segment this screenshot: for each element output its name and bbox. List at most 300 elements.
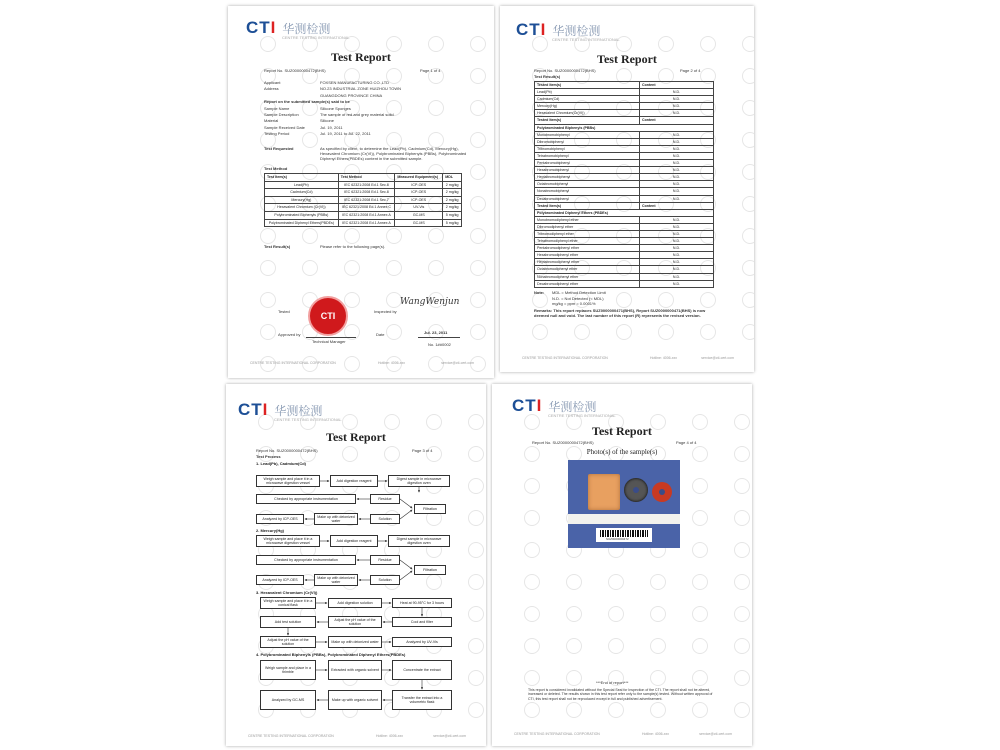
- watermark-icon: [608, 702, 624, 718]
- watermark-icon: [734, 670, 750, 686]
- report-page-3: CTI 华测检测 CENTRE TESTING INTERNATIONAL Test Report Report No. SUZ0000000472(BHS) Page 3 of 4 Test Process 1. Lead(Pb), Cadmium(Cd) Weigh sample and place it in a microwave digestion vessel Add digestion reagent Digest sample in microwave digestion oven Checked by appropriate instrumentation Residue Filtration Analyzed by ICP-OES Make up with deionized water Solution 2. Mercury(Hg) Weigh sample and place it in a microwave digestion vessel Add digestion reagent Digest sample in microwave digestion oven Checked by appropriate instrumentation Residue Filtration Analyzed by ICP-OES Make up with deionized water Solution 3. Hexavalent Chromium (Cr(VI)) Weigh sample and place it in a conical flask Add digestion solution Heat at 90-95°C for 3 hours Add test solution Adjust the pH value of the solution Cool and filter Adjust the pH value of the solution Make up with deionized water Analyzed by UV-Vis 4. Polybrominated Biphenyls (PBBs), Polybrominated Diphenyl Ethers(PBDEs) Weigh sample and place in a thimble Extracted with organic solvent Concentrate the extract Analyzed by GC-MS Make up with organic solvent Transfer the extract into a volumetric flask CENTRE TESTING INTERNATIONAL CORPORATION Hotline: 4006-xxx service@cti-cert.com: [226, 384, 486, 746]
- table-cell: Lead(Pb): [535, 89, 640, 96]
- watermark-icon: [650, 638, 666, 654]
- table-row: [265, 181, 462, 189]
- watermark-icon: [742, 292, 754, 308]
- table-row: [535, 152, 714, 159]
- table-cell: N.D.: [640, 145, 714, 152]
- watermark-icon: [524, 670, 540, 686]
- test-method-label: Test Method: [264, 166, 288, 171]
- table-cell: N.D.: [640, 245, 714, 252]
- table-row: [265, 204, 462, 212]
- table-cell: GC-MS: [395, 211, 443, 219]
- watermark-icon: [742, 132, 754, 148]
- cti-logo: [246, 18, 350, 40]
- logo-chinese: 华测检测: [282, 21, 331, 36]
- flow-weigh-3: Weigh sample and place it in a conical flask: [260, 597, 316, 609]
- watermark-icon: [692, 670, 708, 686]
- page-number: Page 2 of 4: [680, 68, 701, 73]
- logo-subtitle: CENTRE TESTING INTERNATIONAL: [274, 417, 342, 422]
- ruler: [568, 514, 680, 524]
- flow-makeup-2: Make up with deionized water: [314, 574, 358, 586]
- watermark-icon: [608, 638, 624, 654]
- table-cell: N.D.: [640, 252, 714, 259]
- logo-chinese: 华测检测: [274, 403, 323, 418]
- cti-logo: [516, 20, 620, 42]
- watermark-icon: [260, 228, 276, 244]
- report-number: Report No. SUZ0000000472(BHS): [532, 440, 594, 445]
- table-header-cell: MDL: [443, 174, 462, 182]
- table-cell: Tetrabromodiphenyl ether: [535, 238, 640, 245]
- test-results-text: Please refer to the following page(s).: [320, 244, 386, 249]
- flow-cool-3: Cool and filter: [392, 617, 452, 627]
- info-value: Jul. 19, 2011: [320, 124, 343, 130]
- table-row: [535, 223, 714, 230]
- flow-makeup-4: Make up with organic solvent: [328, 690, 382, 710]
- watermark-icon: [470, 196, 486, 212]
- report-number: Report No. SUZ0000000472(BHS): [534, 68, 596, 73]
- table-cell: ICP-OES: [395, 196, 443, 204]
- table-cell: Dibromobiphenyl: [535, 138, 640, 145]
- flow-adjust2-3: Adjust the pH value of the solution: [260, 636, 316, 648]
- watermark-icon: [734, 702, 750, 718]
- watermark-icon: [302, 260, 318, 276]
- watermark-icon: [734, 542, 750, 558]
- table-cell: ICP-OES: [395, 189, 443, 197]
- table-cell: N.D.: [640, 96, 714, 103]
- info-value: Silicone: [320, 118, 335, 124]
- table-cell: Polybrominated Biphenyls (PBBs): [265, 211, 339, 219]
- table-cell: ICP-OES: [395, 181, 443, 189]
- watermark-icon: [428, 260, 444, 276]
- flow-analyzed-1: Analyzed by ICP-OES: [256, 514, 304, 524]
- table-cell: Monobromodiphenyl ether: [535, 216, 640, 223]
- table-cell: Mercury(Hg): [535, 103, 640, 110]
- info-value: NO.23 INDUSTRIAL ZONE HUIZHOU TOWN: [320, 86, 402, 92]
- watermark-icon: [700, 324, 716, 340]
- table-cell: N.D.: [640, 174, 714, 181]
- note-line: N.D. = Not Detected (< MDL): [552, 295, 604, 301]
- page-number: Page 4 of 4: [676, 440, 697, 445]
- info-label: Sample Received Date: [264, 124, 305, 130]
- logo-brand: CTI: [246, 18, 277, 37]
- note-label: Note:: [534, 290, 545, 295]
- process-heading-1: 1. Lead(Pb), Cadmium(Cd): [256, 461, 307, 466]
- flow-addtest-3: Add test solution: [260, 616, 316, 628]
- table-row: [535, 259, 714, 266]
- table-row: [265, 189, 462, 197]
- end-of-report: ***End of report***: [596, 680, 629, 685]
- watermark-icon: [692, 478, 708, 494]
- barcode-label: [596, 528, 652, 542]
- table-cell: N.D.: [640, 216, 714, 223]
- flow-check-1: Checked by appropriate instrumentation: [256, 494, 356, 504]
- table-cell: N.D.: [640, 110, 714, 117]
- table-cell: Tribromodiphenyl ether: [535, 230, 640, 237]
- table-cell: Tetrabromobiphenyl: [535, 152, 640, 159]
- report-page-1: CTI 华测检测 CENTRE TESTING INTERNATIONAL Test Report Report No. SUZ0000000472(BHS) Page 1 of 4 Test Requested As specified by client, to determine the Lead(Pb), Cadmium(Cd), Mercury(Hg), Hexavalent Chromium (Cr(VI)), Polybrominated Biphenyls (PBBs), Polybrominated Diphenyl Ethers(PBDEs) content in the submitted sample. Test Method Test Item(s) Test Method Measured Equipment(s) MDL Lead(Pb) IEC 62321:2008 Ed.1 Sec.8 ICP-OES 2 mg/kg Cadmium(Cd) IEC 62321:2008 Ed.1 Sec.8 ICP-OES 2 mg/kg Mercury(Hg) IEC 62321:2008 Ed.1 Sec.7 ICP-OES 2 mg/kg Hexavalent Chromium (Cr(VI)) IEC 62321:2008 Ed.1 Annex C UV-Vis 2 mg/kg Polybrominated Biphenyls (PBBs) IEC 62321:2008 Ed.1 Annex A GC-MS 5 mg/kg Polybrominated Diphenyl Ethers(PBDEs) IEC 62321:2008 Ed.1 Annex A GC-MS 5 mg/kg Test Result(s) Please refer to the following page(s). Tested Inspected by WangWenjun CTI Approved by Technical Manager Date Jul. 23, 2011 No. 1##0002 CENTRE TESTING INTERNATIONAL CORPORATION Hotline: 4006-xxx service@cti-cert.com Applicant FOXSEN MANUFACTURING CO.,LTD Address NO.23 INDUSTRIAL ZONE HUIZHOU TOWN GUANGDONG PROVINCE CHINA Report on the submitted sample(s) said to be Sample Name Silicone Sponges Sample Description The sample of red and grey material solid Material Silicone Sample Received Date Jul. 19, 2011 Testing Period Jul. 19, 2011 to Jul. 22, 2011: [228, 6, 494, 378]
- test-requested-label: Test Requested: [264, 146, 294, 151]
- watermark-icon: [302, 132, 318, 148]
- report-number: Report No. SUZ0000000472(BHS): [256, 448, 318, 453]
- logo-subtitle: CENTRE TESTING INTERNATIONAL: [282, 35, 350, 40]
- watermark-icon: [470, 68, 486, 84]
- table-row: [265, 211, 462, 219]
- table-header-cell: Tested Item(s): [535, 82, 640, 89]
- test-requested-text: As specified by client, to determine the Lead(Pb), Cadmium(Cd), Mercury(Hg), Hexavalent Chromium (Cr(VI)), Polybrominated Biphenyls (PBBs), Polybrominated Diphenyl Ethers(PBDEs) content in the submitted sample.: [320, 146, 467, 161]
- logo-subtitle: CENTRE TESTING INTERNATIONAL: [548, 413, 616, 418]
- watermark-icon: [566, 670, 582, 686]
- watermark-icon: [692, 702, 708, 718]
- watermark-icon: [428, 228, 444, 244]
- table-row: [535, 160, 714, 167]
- watermark-icon: [734, 574, 750, 590]
- table-cell: IEC 62321:2008 Ed.1 Sec.8: [338, 189, 395, 197]
- table-cell: Decabromodiphenyl ether: [535, 280, 640, 287]
- watermark-icon: [470, 324, 486, 340]
- table-row: [535, 96, 714, 103]
- table-cell: IEC 62321:2008 Ed.1 Annex A: [338, 219, 395, 227]
- flow-arrows: [226, 384, 486, 746]
- seal-text: CTI: [320, 311, 336, 321]
- flow-conc-4: Concentrate the extract: [392, 660, 452, 680]
- page-title: Test Report: [597, 52, 657, 66]
- table-row: [535, 273, 714, 280]
- flow-digest-2: Digest sample in microwave digestion oven: [388, 535, 450, 547]
- watermark-icon: [344, 260, 360, 276]
- page-code: No. 1##0002: [428, 342, 451, 347]
- table-cell: Cadmium(Cd): [265, 189, 339, 197]
- section-title: Polybrominated Diphenyl Ethers (PBDEs): [535, 209, 714, 216]
- page-title: Test Report: [331, 50, 391, 64]
- table-cell: Pentabromodiphenyl ether: [535, 245, 640, 252]
- table-cell: N.D.: [640, 230, 714, 237]
- watermark-icon: [692, 574, 708, 590]
- watermark-icon: [692, 638, 708, 654]
- watermark-icon: [742, 68, 754, 84]
- watermark-icon: [692, 510, 708, 526]
- table-row: [535, 230, 714, 237]
- table-cell: Dibromodiphenyl ether: [535, 223, 640, 230]
- watermark-icon: [608, 606, 624, 622]
- table-cell: N.D.: [640, 266, 714, 273]
- page-number: Page 1 of 4: [420, 68, 441, 73]
- table-row: [535, 138, 714, 145]
- flow-extract-4: Extracted with organic solvent: [328, 660, 382, 680]
- test-process-label: Test Process: [256, 454, 281, 459]
- watermark-icon: [302, 228, 318, 244]
- info-value: Silicone Sponges: [320, 105, 351, 111]
- report-page-2: CTI 华测检测 CENTRE TESTING INTERNATIONAL Test Report Report No. SUZ0000000472(BHS) Page 2 of 4 Test Result(s) Tested Item(s) Content Lead(Pb) N.D. Cadmium(Cd) N.D. Mercury(Hg) N.D. Hexavalent Chromium(Cr(VI)) N.D. Tested Item(s) Content Polybrominated Biphenyls (PBBs) Monobromobiphenyl N.D. Dibromobiphenyl N.D. Tribromobiphenyl N.D. Tetrabromobiphenyl N.D. Pentabromobiphenyl N.D. Hexabromobiphenyl N.D. Heptabromobiphenyl N.D. Octabromobiphenyl N.D. Nonabromobiphenyl N.D. Decabromobiphenyl N.D. Tested Item(s) Content Polybrominated Diphenyl Ethers (PBDEs) Monobromodiphenyl ether N.D. Dibromodiphenyl ether N.D. Tribromodiphenyl ether N.D. Tetrabromodiphenyl ether N.D. Pentabromodiphenyl ether N.D. Hexabromodiphenyl ether N.D. Heptabromodiphenyl ether N.D. Octabromodiphenyl ether N.D. Nonabromodiphenyl ether N.D. Decabromodiphenyl ether N.D. Note: Remarks: This report replaces SUZ0000000471(BHS), Report SUZ0000000471(BHS) is now deemed null and void. The last number of this report (R) represents the revised version. CENTRE TESTING INTERNATIONAL CORPORATION Hotline: 4006-xxx service@cti-cert.com MDL = Method Detection Limit N.D. = Not Detected (< MDL) mg/kg = ppm = 0.0001%: [500, 6, 754, 372]
- watermark-icon: [616, 292, 632, 308]
- table-row: [535, 188, 714, 195]
- flow-add-1: Add digestion reagent: [330, 475, 378, 487]
- signature: WangWenjun: [400, 297, 460, 307]
- watermark-icon: [658, 324, 674, 340]
- table-cell: Heptabromobiphenyl: [535, 174, 640, 181]
- table-cell: Octabromobiphenyl: [535, 181, 640, 188]
- info-label: Applicant: [264, 80, 281, 85]
- watermark-icon: [700, 36, 716, 52]
- sample-photo: [568, 460, 680, 548]
- watermark-icon: [650, 574, 666, 590]
- table-row: [535, 252, 714, 259]
- note-line: MDL = Method Detection Limit: [552, 290, 606, 295]
- table-header-cell: Measured Equipment(s): [395, 174, 443, 182]
- watermark-icon: [742, 324, 754, 340]
- table-cell: 2 mg/kg: [443, 189, 462, 197]
- table-row: [535, 238, 714, 245]
- watermark-icon: [734, 606, 750, 622]
- table-row: [535, 174, 714, 181]
- table-cell: 5 mg/kg: [443, 219, 462, 227]
- watermark-icon: [742, 196, 754, 212]
- table-cell: Mercury(Hg): [265, 196, 339, 204]
- watermark-icon: [524, 702, 540, 718]
- flow-makeup-1: Make up with deionized water: [314, 513, 358, 525]
- table-cell: N.D.: [640, 131, 714, 138]
- table-row: [535, 216, 714, 223]
- table-cell: IEC 62321:2008 Ed.1 Sec.8: [338, 181, 395, 189]
- info-value: Jul. 19, 2011 to Jul. 22, 2011: [320, 131, 371, 137]
- watermark-icon: [650, 670, 666, 686]
- table-cell: Hexavalent Chromium(Cr(VI)): [535, 110, 640, 117]
- watermark-icon: [650, 702, 666, 718]
- flow-transfer-4: Transfer the extract into a volumetric flask: [392, 690, 452, 710]
- watermark-icon: [524, 542, 540, 558]
- table-cell: N.D.: [640, 238, 714, 245]
- watermark-icon: [470, 164, 486, 180]
- watermark-icon: [658, 292, 674, 308]
- watermark-icon: [524, 510, 540, 526]
- watermark-icon: [566, 606, 582, 622]
- table-cell: Nonabromodiphenyl ether: [535, 273, 640, 280]
- table-cell: UV-Vis: [395, 204, 443, 212]
- info-label: Address: [264, 86, 279, 92]
- test-results-label: Test Result(s): [534, 74, 561, 79]
- watermark-icon: [386, 324, 402, 340]
- table-cell: 5 mg/kg: [443, 211, 462, 219]
- table-cell: N.D.: [640, 167, 714, 174]
- info-value: FOXSEN MANUFACTURING CO.,LTD: [320, 80, 390, 85]
- watermark-icon: [470, 132, 486, 148]
- table-row: [535, 145, 714, 152]
- watermark-icon: [734, 510, 750, 526]
- table-cell: Heptabromodiphenyl ether: [535, 259, 640, 266]
- table-cell: Nonabromobiphenyl: [535, 188, 640, 195]
- table-cell: N.D.: [640, 188, 714, 195]
- info-label: Sample Name: [264, 105, 290, 111]
- table-row: [535, 131, 714, 138]
- logo-brand: CTI: [512, 396, 543, 415]
- table-header-cell: Test Method: [338, 174, 395, 182]
- watermark-icon: [524, 478, 540, 494]
- table-header-cell: Content: [640, 117, 714, 124]
- logo-brand: CTI: [516, 20, 547, 39]
- page-title: Test Report: [592, 424, 652, 438]
- process-heading-2: 2. Mercury(Hg): [256, 528, 285, 533]
- flow-solution-2: Solution: [370, 575, 400, 585]
- flow-add-3: Add digestion solution: [328, 598, 382, 608]
- page-number: Page 3 of 4: [412, 448, 433, 453]
- note-line: mg/kg = ppm = 0.0001%: [552, 301, 596, 306]
- date-label: Date: [376, 332, 385, 337]
- process-heading-3: 3. Hexavalent Chromium (Cr(VI)): [256, 590, 318, 595]
- approver-title: Technical Manager: [312, 339, 346, 344]
- logo-subtitle: CENTRE TESTING INTERNATIONAL: [552, 37, 620, 42]
- watermark-icon: [692, 606, 708, 622]
- table-header-cell: Tested Item(s): [535, 202, 640, 209]
- watermark-icon: [344, 228, 360, 244]
- barcode-text: SUZ0000000472: [606, 537, 629, 541]
- report-date: Jul. 23, 2011: [424, 330, 448, 335]
- watermark-icon: [616, 324, 632, 340]
- table-cell: N.D.: [640, 273, 714, 280]
- disclaimer: This report is considered invalidated without the Special Seal for Inspection of the CTI. The report shall not be altered, increased or deleted. The results shown in this test report refer only to the sample(s) tested. Without written approval of CTI, this test report shall not be reproduced except in full and published advertisement.: [528, 688, 713, 701]
- table-header-row: [535, 202, 714, 209]
- table-cell: Hexabromodiphenyl ether: [535, 252, 640, 259]
- logo-brand: CTI: [238, 400, 269, 419]
- watermark-icon: [260, 260, 276, 276]
- inspected-by-label: Inspected by: [374, 309, 397, 314]
- table-cell: N.D.: [640, 152, 714, 159]
- tested-by-label: Tested: [278, 309, 290, 314]
- table-cell: IEC 62321:2008 Ed.1 Sec.7: [338, 196, 395, 204]
- process-heading-4: 4. Polybrominated Biphenyls (PBBs), Polybrominated Diphenyl Ethers(PBDEs): [256, 652, 406, 657]
- test-results-table: [534, 81, 714, 288]
- page-title: Test Report: [326, 430, 386, 444]
- info-value: GUANGDONG PROVINCE CHINA: [320, 92, 383, 98]
- watermark-icon: [658, 36, 674, 52]
- table-cell: IEC 62321:2008 Ed.1 Annex A: [338, 211, 395, 219]
- info-label: Report on the submitted sample(s) said to be: [264, 99, 350, 105]
- watermark-icon: [734, 638, 750, 654]
- watermark-icon: [742, 260, 754, 276]
- table-row: [535, 110, 714, 117]
- flow-filtration-1: Filtration: [414, 504, 446, 514]
- watermark-icon: [742, 228, 754, 244]
- table-row: [535, 245, 714, 252]
- table-header-row: [535, 82, 714, 89]
- table-cell: Polybrominated Diphenyl Ethers(PBDEs): [265, 219, 339, 227]
- watermark-icon: [386, 228, 402, 244]
- flow-filtration-2: Filtration: [414, 565, 446, 575]
- table-row: [535, 167, 714, 174]
- flow-digest-1: Digest sample in microwave digestion oven: [388, 475, 450, 487]
- watermark-icon: [700, 292, 716, 308]
- watermark-icon: [566, 702, 582, 718]
- table-cell: Tribromobiphenyl: [535, 145, 640, 152]
- watermark-icon: [524, 574, 540, 590]
- info-label: Sample Description: [264, 112, 299, 117]
- table-cell: Cadmium(Cd): [535, 96, 640, 103]
- watermark-icon: [566, 638, 582, 654]
- info-value: The sample of red and grey material solid: [320, 112, 394, 117]
- watermark-icon: [260, 324, 276, 340]
- table-cell: N.D.: [640, 181, 714, 188]
- flow-weigh-2: Weigh sample and place it in a microwave digestion vessel: [256, 535, 320, 547]
- watermark-icon: [470, 260, 486, 276]
- grey-ring-sample: [624, 478, 648, 502]
- remarks: Remarks: This report replaces SUZ0000000471(BHS), Report SUZ0000000471(BHS) is now deemed null and void. The last number of this report (R) represents the revised version.: [534, 308, 706, 318]
- table-header-cell: Test Item(s): [265, 174, 339, 182]
- table-header-row: [265, 174, 462, 182]
- logo-chinese: 华测检测: [552, 23, 601, 38]
- table-cell: 2 mg/kg: [443, 204, 462, 212]
- flow-heat-3: Heat at 90-95°C for 3 hours: [392, 598, 452, 608]
- watermark-icon: [734, 478, 750, 494]
- table-cell: N.D.: [640, 259, 714, 266]
- section-title: Polybrominated Biphenyls (PBBs): [535, 124, 714, 131]
- info-label: Material: [264, 118, 279, 124]
- table-cell: Hexavalent Chromium (Cr(VI)): [265, 204, 339, 212]
- table-cell: N.D.: [640, 103, 714, 110]
- watermark-icon: [692, 542, 708, 558]
- watermark-icon: [344, 292, 360, 308]
- flow-analyzed-2: Analyzed by ICP-OES: [256, 575, 304, 585]
- table-header-row: [535, 117, 714, 124]
- cti-logo: [512, 396, 616, 418]
- watermark-icon: [566, 574, 582, 590]
- watermark-icon: [524, 606, 540, 622]
- flow-adjust-3: Adjust the pH value of the solution: [328, 616, 382, 628]
- watermark-icon: [524, 638, 540, 654]
- watermark-icon: [344, 356, 360, 372]
- info-label: Testing Period: [264, 131, 290, 137]
- watermark-icon: [470, 228, 486, 244]
- logo-chinese: 华测检测: [548, 399, 597, 414]
- flow-gcms-4: Analyzed by GC-MS: [260, 690, 316, 710]
- table-cell: 2 mg/kg: [443, 181, 462, 189]
- watermark-icon: [428, 100, 444, 116]
- flow-uv-3: Analyzed by UV-Vis: [392, 637, 452, 647]
- table-cell: IEC 62321:2008 Ed.1 Annex C: [338, 204, 395, 212]
- table-section-row: [535, 209, 714, 216]
- flow-weigh-1: Weigh sample and place it in a microwave digestion vessel: [256, 475, 320, 487]
- flow-weigh-4: Weigh sample and place in a thimble: [260, 660, 316, 680]
- watermark-icon: [386, 260, 402, 276]
- test-method-table: [264, 173, 462, 227]
- table-header-cell: Tested Item(s): [535, 117, 640, 124]
- watermark-icon: [742, 36, 754, 52]
- report-number: Report No. SUZ0000000472(BHS): [264, 68, 326, 73]
- red-ring-sample: [652, 482, 672, 502]
- table-row: [535, 266, 714, 273]
- photo-title: Photo(s) of the sample(s): [586, 448, 658, 456]
- table-cell: N.D.: [640, 195, 714, 202]
- table-cell: Hexabromobiphenyl: [535, 167, 640, 174]
- approval-seal: [308, 296, 348, 336]
- flow-check-2: Checked by appropriate instrumentation: [256, 555, 356, 565]
- table-cell: GC-MS: [395, 219, 443, 227]
- sponge-sample: [588, 474, 620, 510]
- table-cell: Pentabromobiphenyl: [535, 160, 640, 167]
- watermark-icon: [742, 100, 754, 116]
- table-row: [265, 219, 462, 227]
- table-row: [535, 181, 714, 188]
- table-cell: N.D.: [640, 138, 714, 145]
- table-cell: 2 mg/kg: [443, 196, 462, 204]
- flow-solution-1: Solution: [370, 514, 400, 524]
- table-cell: Decabromobiphenyl: [535, 195, 640, 202]
- watermark-icon: [470, 292, 486, 308]
- table-cell: Monobromobiphenyl: [535, 131, 640, 138]
- table-cell: N.D.: [640, 89, 714, 96]
- watermark-icon: [650, 606, 666, 622]
- flow-residue-1: Residue: [370, 494, 400, 504]
- table-section-row: [535, 124, 714, 131]
- table-row: [535, 103, 714, 110]
